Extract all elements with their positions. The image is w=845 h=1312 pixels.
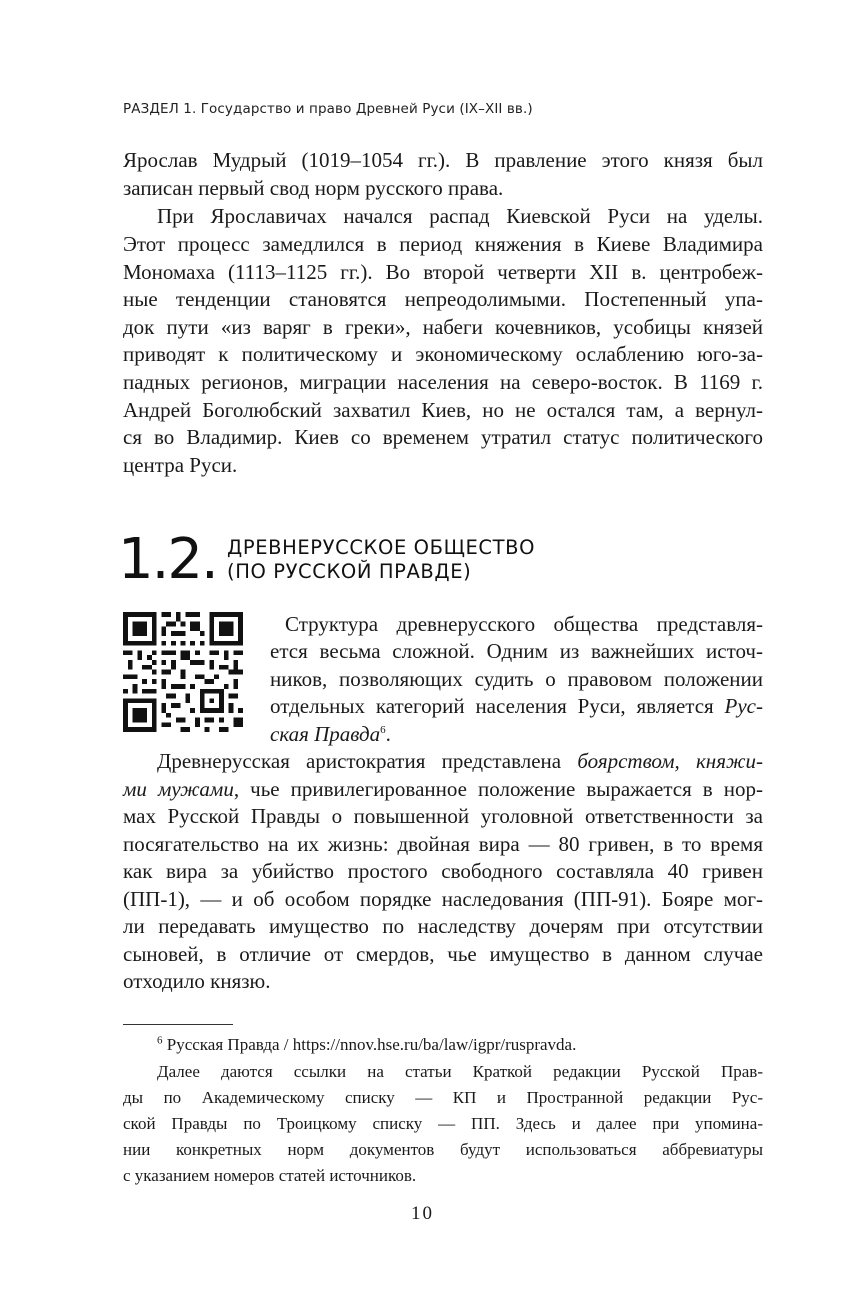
text-line: Андрей Боголюбский захватил Киев, но не остался там, а вернул- (123, 398, 763, 422)
text-line: отходило князю. (123, 969, 271, 993)
text-line: Этот процесс замедлился в период княжения в Киеве Владимира (123, 232, 763, 256)
italic-term: Рус- (724, 694, 763, 718)
text-line: Структура древнерусского общества представля- (285, 612, 763, 636)
text-line: записан первый свод норм русского права. (123, 176, 504, 200)
section-title-line: ДРЕВНЕРУССКОЕ ОБЩЕСТВО (227, 536, 536, 559)
text-line: как вира за убийство простого свободного составляла 40 гривен (123, 859, 763, 883)
text-line: центра Руси. (123, 453, 238, 477)
text-line: ников, позволяющих судить о правовом положении (270, 667, 763, 691)
text-line: Ярослав Мудрый (1019–1054 гг.). В правление этого князя был (123, 148, 763, 172)
footnote-line: ды по Академическому списку — КП и Пространной редакции Рус- (123, 1088, 763, 1107)
italic-term: ская Правда (270, 722, 381, 746)
text-line: посягательство на их жизнь: двойная вира — 80 гривен, в то время (123, 832, 763, 856)
text-line (270, 721, 763, 749)
footnote-line: Далее даются ссылки на статьи Краткой редакции Русской Прав- (157, 1062, 763, 1081)
text-line: Мономаха (1113–1125 гг.). Во второй четверти XII в. центробеж- (123, 260, 763, 284)
footnote-marker[interactable]: 6 (380, 724, 386, 736)
running-header: РАЗДЕЛ 1. Государство и право Древней Руси (IX–XII вв.) (123, 101, 533, 117)
text-segment: , чье привилегированное положение выражается в нор- (233, 777, 763, 801)
text-line (123, 748, 763, 776)
footnote-number: 6 (157, 1034, 163, 1047)
text-line: ные тенденции становятся непреодолимыми. Постепенный упа- (123, 287, 763, 311)
text-line: (ПП-1), — и об особом порядке наследования (ПП-91). Бояре мог- (123, 887, 763, 911)
page-number: 10 (411, 1203, 434, 1224)
text-line: приводят к политическому и экономическому ослаблению юго-за- (123, 342, 763, 366)
text-line (123, 776, 763, 804)
text-segment: отдельных категорий населения Руси, является (270, 694, 725, 718)
text-line: ся во Владимир. Киев со временем утратил статус политического (123, 425, 763, 449)
text-line: док пути «из варяг в греки», набеги кочевников, усобицы князей (123, 315, 763, 339)
footnote-line (157, 1032, 763, 1059)
text-line: При Ярославичах начался распад Киевской Руси на уделы. (157, 204, 763, 228)
italic-term: ми мужами (123, 777, 234, 801)
footnote-line: ской Правды по Троицкому списку — ПП. Здесь и далее при упомина- (123, 1114, 763, 1133)
text-line: падных регионов, миграции населения на северо-восток. В 1169 г. (123, 370, 763, 394)
text-line: сыновей, в отличие от смердов, чье имущество в данном случае (123, 942, 763, 966)
text-line (270, 693, 763, 721)
text-segment: Древнерусская аристократия представлена (157, 749, 578, 773)
text-line: ли передавать имущество по наследству дочерям при отсутствии (123, 914, 763, 938)
italic-term: боярством, княжи- (577, 749, 763, 773)
section-title (227, 536, 535, 584)
section-number: 1.2. (118, 527, 217, 592)
footnote-line: с указанием номеров статей источников. (123, 1166, 417, 1185)
section-title-line: (ПО РУССКОЙ ПРАВДЕ) (227, 560, 472, 583)
text-segment: . (385, 722, 391, 746)
footnote-divider (123, 1024, 233, 1025)
footnote-source[interactable]: Русская Правда / https://nnov.hse.ru/ba/law/igpr/ruspravda. (162, 1035, 577, 1054)
qr-code-icon[interactable] (123, 612, 243, 732)
text-line: ется весьма сложной. Одним из важнейших источ- (270, 639, 763, 663)
text-line: мах Русской Правды о повышенной уголовной ответственности за (123, 804, 763, 828)
footnote-line: нии конкретных норм документов будут использоваться аббревиатуры (123, 1140, 763, 1159)
